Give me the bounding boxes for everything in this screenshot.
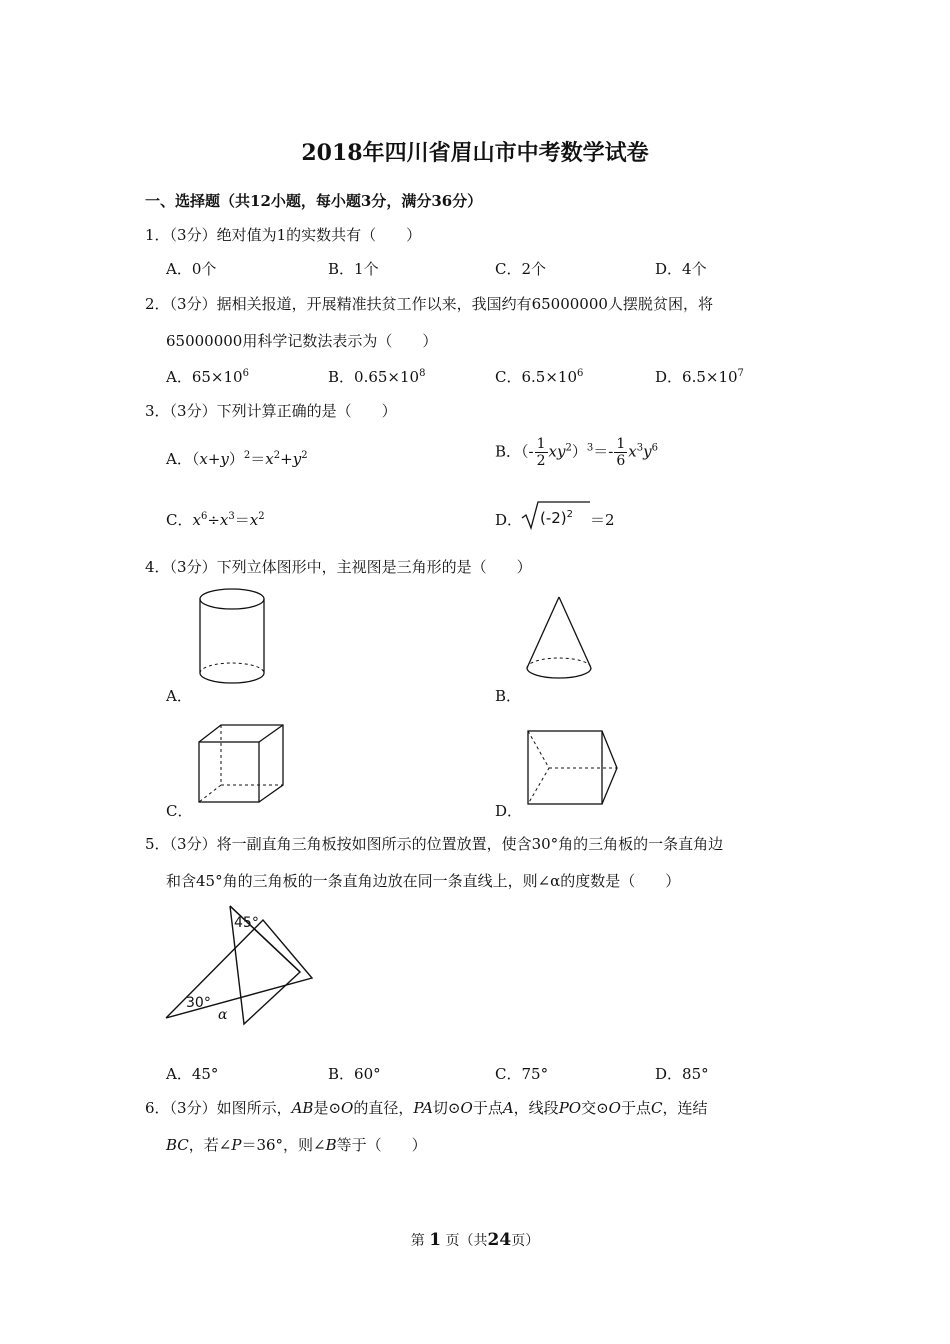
q1-option-a: A．0个 [166,260,217,278]
q3-option-d: D． [495,511,523,529]
question-6-stem-line1: 6．（3分）如图所示，AB是⊙O的直径，PA切⊙O于点A，线段PO交⊙O于点C，连结 [145,1099,708,1117]
question-4-stem: 4．（3分）下列立体图形中，主视图是三角形的是（ ） [145,558,532,576]
angle-30-label: 30° [186,995,211,1011]
question-3-stem: 3．（3分）下列计算正确的是（ ） [145,402,397,420]
angle-alpha-label: α [218,1007,228,1023]
question-6-stem-line2: BC，若∠P＝36°，则∠B等于（ ） [166,1136,427,1154]
q1-option-c: C．2个 [495,260,547,278]
cube-figure [195,722,290,807]
q2-option-c: C．$6.5\times 10^6$ [495,368,584,386]
q2-option-b: B．$0.65\times 10^8$ [328,368,426,386]
q5-option-c: C．75° [495,1065,549,1083]
prism-figure [525,728,620,808]
question-2-stem-line1: 2．（3分）据相关报道，开展精准扶贫工作以来，我国约有65000000人摆脱贫困，将 [145,295,713,313]
page-footer: 第 1 页（共24页） [410,1230,540,1250]
q2-option-a: A．$65\times 10^6$ [166,368,249,386]
q4-option-c: C． [166,802,193,820]
cone-figure [522,592,597,692]
q3-d-result: ＝2 [590,511,615,529]
question-2-stem-line2: 65000000用科学记数法表示为（ ） [166,332,438,350]
triangle-boards-figure [160,900,320,1025]
q3-option-c: C．$x^6\div x^3=x^2$ [166,511,265,529]
section-heading: 一、选择题（共12小题，每小题3分，满分36分） [145,192,483,210]
cylinder-figure [195,585,270,690]
q5-option-b: B．60° [328,1065,381,1083]
angle-45-label: 45° [234,915,259,931]
q1-option-b: B．1个 [328,260,379,278]
q3-option-a: A．$(x+y)^2=x^2+y^2$ [166,450,308,468]
q5-option-a: A．45° [166,1065,219,1083]
q5-option-d: D．85° [655,1065,709,1083]
question-1-stem: 1．（3分）绝对值为1的实数共有（ ） [145,226,422,244]
q3-option-b: B．（- $\frac{1}{2}$ $xy^2)^3=-$ $\frac{1}{6}$ $x^3y^6$ [495,436,658,469]
q1-option-d: D．4个 [655,260,707,278]
q4-option-a: A． [166,687,192,705]
question-5-stem-line1: 5．（3分）将一副直角三角板按如图所示的位置放置，使含30°角的三角板的一条直角边 [145,835,724,853]
question-5-stem-line2: 和含45°角的三角板的一条直角边放在同一条直线上，则∠α的度数是（ ） [166,872,681,890]
sqrt-radicand: $(-2)^2$ [540,509,574,527]
fraction-sixth: $\frac{1}{6}$ [616,436,626,469]
fraction-half: $\frac{1}{2}$ [536,436,546,469]
q4-option-b: B． [495,687,522,705]
q2-option-d: D．$6.5\times 10^7$ [655,368,744,386]
q4-option-d: D． [495,802,523,820]
page-title: 2018年四川省眉山市中考数学试卷 [301,140,649,166]
